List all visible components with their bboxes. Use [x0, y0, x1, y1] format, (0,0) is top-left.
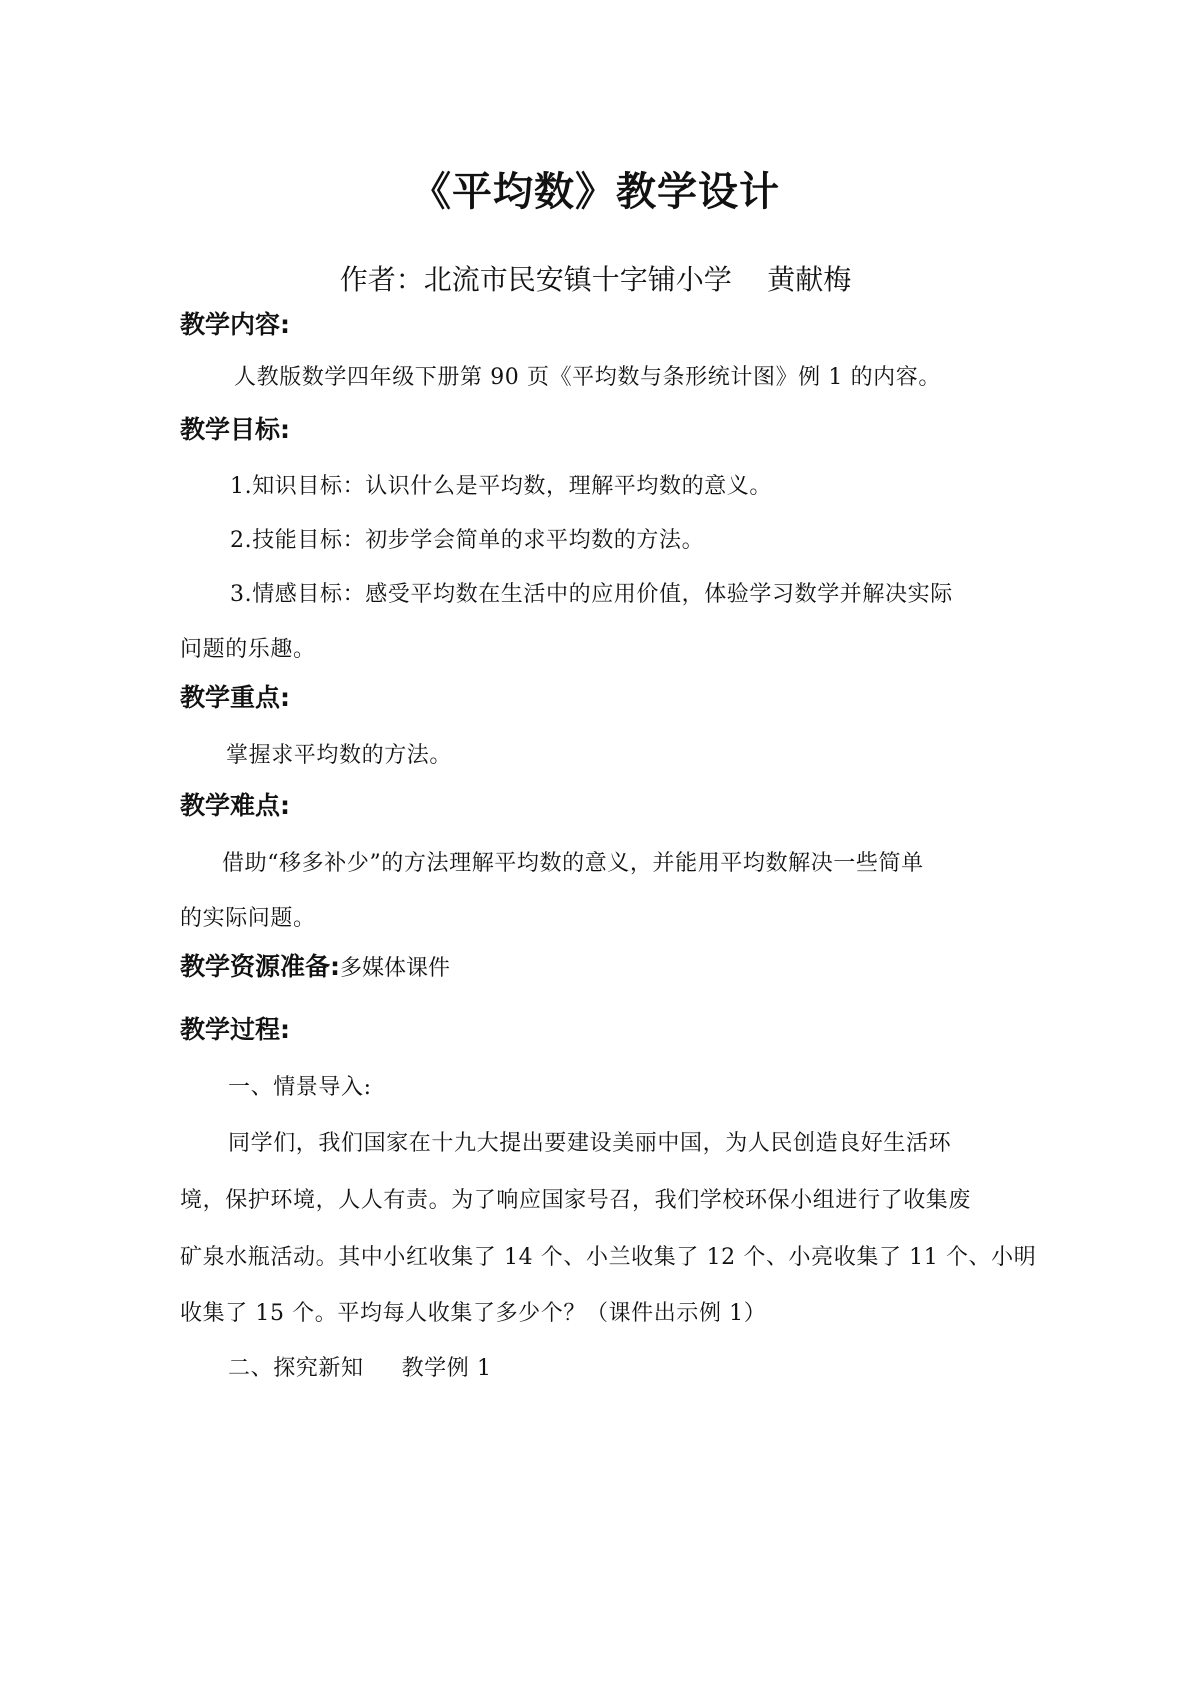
- goal-item: 1.知识目标：认识什么是平均数，理解平均数的意义。: [230, 474, 772, 499]
- process-step-title: 二、探究新知 教学例 1: [228, 1356, 492, 1381]
- resources-label: 教学资源准备:: [180, 952, 340, 981]
- process-paragraph-line: 矿泉水瓶活动。其中小红收集了 14 个、小兰收集了 12 个、小亮收集了 11 个、小明: [180, 1245, 1037, 1270]
- goals-heading: 教学目标:: [180, 415, 290, 444]
- process-paragraph-line: 收集了 15 个。平均每人收集了多少个？（课件出示例 1）: [180, 1301, 767, 1326]
- key-point-text: 掌握求平均数的方法。: [226, 743, 453, 768]
- process-step-title: 一、情景导入:: [228, 1075, 372, 1100]
- resources-heading: [180, 947, 450, 983]
- document-author: 作者：北流市民安镇十字铺小学 黄献梅: [339, 263, 852, 296]
- process-heading: 教学过程:: [180, 1015, 290, 1044]
- process-paragraph-line: 同学们，我们国家在十九大提出要建设美丽中国，为人民创造良好生活环: [228, 1131, 952, 1156]
- difficulty-line: 借助“移多补少”的方法理解平均数的意义，并能用平均数解决一些简单: [222, 851, 924, 876]
- key-point-heading: 教学重点:: [180, 683, 290, 712]
- difficulty-line: 的实际问题。: [180, 906, 316, 931]
- content-text: 人教版数学四年级下册第 90 页《平均数与条形统计图》例 1 的内容。: [234, 365, 941, 390]
- process-paragraph-line: 境，保护环境，人人有责。为了响应国家号召，我们学校环保小组进行了收集废: [180, 1188, 972, 1213]
- content-heading: 教学内容:: [180, 310, 290, 339]
- goal-item: 2.技能目标：初步学会简单的求平均数的方法。: [230, 528, 705, 553]
- resources-value: 多媒体课件: [340, 956, 451, 981]
- document-title: 《平均数》教学设计: [411, 169, 780, 215]
- goal-item: 问题的乐趣。: [180, 637, 316, 662]
- difficulty-heading: 教学难点:: [180, 791, 290, 820]
- goal-item: 3.情感目标：感受平均数在生活中的应用价值，体验学习数学并解决实际: [230, 582, 953, 607]
